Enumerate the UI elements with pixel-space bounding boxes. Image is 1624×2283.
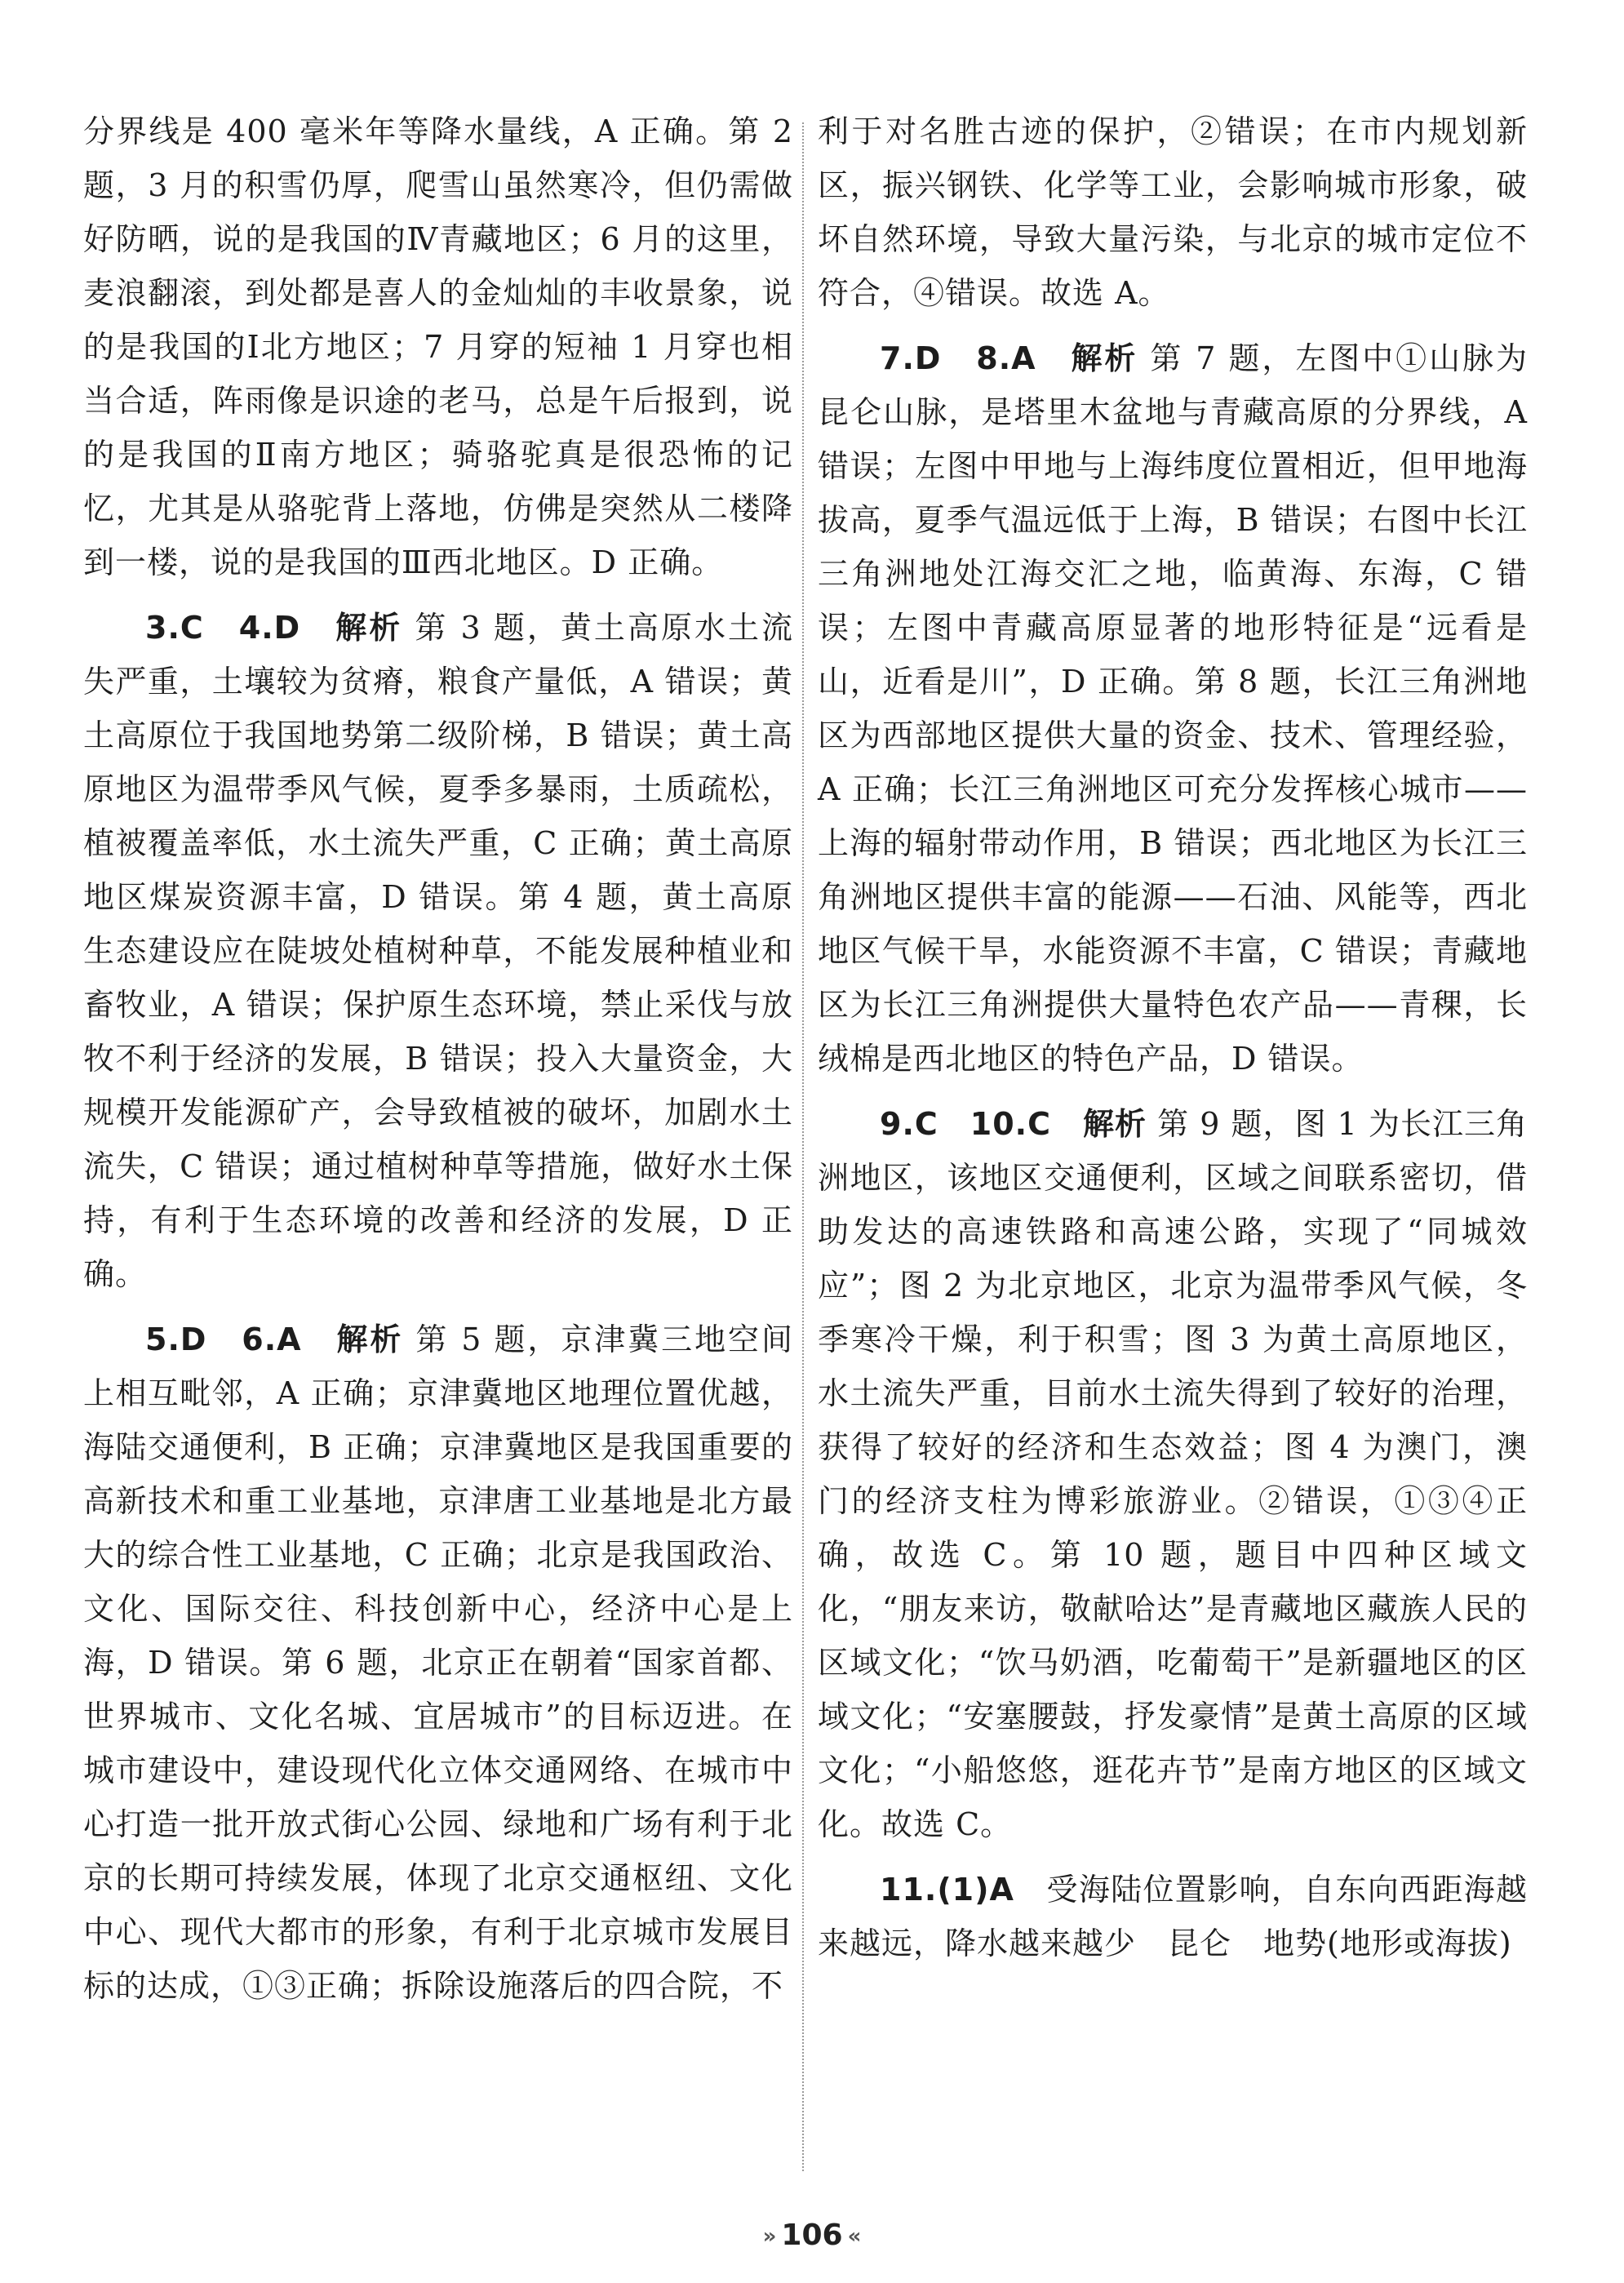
- paragraph-q3-q4: [83, 601, 793, 1301]
- double-chevron-left-icon: «: [847, 2224, 862, 2249]
- page-footer: [0, 2219, 1624, 2252]
- paragraph-q1-q2-continued: 分界线是 400 毫米年等降水量线，A 正确。第 2 题，3 月的积雪仍厚，爬雪山虽然寒冷，但仍需做好防晒，说的是我国的Ⅳ青藏地区；6 月的这里，麦浪翻滚，到处都是喜人的金灿灿的丰收景象，说的是我国的Ⅰ北方地区；7 月穿的短袖 1 月穿也相当合适，阵雨像是识途的老马，总是午后报到，说的是我国的Ⅱ南方地区；骑骆驼真是很恐怖的记忆，尤其是从骆驼背上落地，仿佛是突然从二楼降到一楼，说的是我国的Ⅲ西北地区。D 正确。: [83, 113, 793, 580]
- explanation-q3-q4: 第 3 题，黄土高原水土流失严重，土壤较为贫瘠，粮食产量低，A 错误；黄土高原位于我国地势第二级阶梯，B 错误；黄土高原地区为温带季风气候，夏季多暴雨，土质疏松，植被覆盖率低，水土流失严重，C 正确；黄土高原地区煤炭资源丰富，D 错误。第 4 题，黄土高原生态建设应在陡坡处植树种草，不能发展种植业和畜牧业，A 错误；保护原生态环境，禁止采伐与放牧不利于经济的发展，B 错误；投入大量资金，大规模开发能源矿产，会导致植被的破坏，加剧水土流失，C 错误；通过植树种草等措施，做好水土保持，有利于生态环境的改善和经济的发展，D 正确。: [83, 610, 794, 1292]
- double-chevron-right-icon: »: [762, 2224, 777, 2249]
- paragraph-q7-q8: [818, 331, 1528, 1086]
- page-number: 106: [781, 2219, 843, 2252]
- answer-key-q9-q10: 9.C 10.C 解析: [880, 1106, 1147, 1142]
- answer-key-q3-q4: 3.C 4.D 解析: [145, 610, 403, 646]
- answer-key-q5-q6: 5.D 6.A 解析: [145, 1321, 404, 1357]
- explanation-q9-q10: 第 9 题，图 1 为长江三角洲地区，该地区交通便利，区域之间联系密切，借助发达的高速铁路和高速公路，实现了“同城效应”；图 2 为北京地区，北京为温带季风气候，冬季寒冷干燥，利于积雪；图 3 为黄土高原地区，水土流失严重，目前水土流失得到了较好的治理，获得了较好的经济和生态效益；图 4 为澳门，澳门的经济支柱为博彩旅游业。②错误，①③④正确，故选 C。第 10 题，题目中四种区域文化，“朋友来访，敬献哈达”是青藏地区藏族人民的区域文化；“饮马奶酒，吃葡萄干”是新疆地区的区域文化；“安塞腰鼓，抒发豪情”是黄土高原的区域文化；“小船悠悠，逛花卉节”是南方地区的区域文化。故选 C。: [818, 1106, 1529, 1842]
- paragraph-q5-q6: [83, 1313, 793, 2013]
- paragraph-q6-continued: 利于对名胜古迹的保护，②错误；在市内规划新区，振兴钢铁、化学等工业，会影响城市形象，破坏自然环境，导致大量污染，与北京的城市定位不符合，④错误。故选 A。: [818, 113, 1528, 311]
- explanation-q7-q8: 第 7 题，左图中①山脉为昆仑山脉，是塔里木盆地与青藏高原的分界线，A 错误；左图中甲地与上海纬度位置相近，但甲地海拔高，夏季气温远低于上海，B 错误；右图中长江三角洲地处江海交汇之地，临黄海、东海，C 错误；左图中青藏高原显著的地形特征是“远看是山，近看是川”，D 正确。第 8 题，长江三角洲地区为西部地区提供大量的资金、技术、管理经验，A 正确；长江三角洲地区可充分发挥核心城市——上海的辐射带动作用，B 错误；西北地区为长江三角洲地区提供丰富的能源——石油、风能等，西北地区气候干旱，水能资源不丰富，C 错误；青藏地区为长江三角洲提供大量特色农产品——青稞，长绒棉是西北地区的特色产品，D 错误。: [818, 340, 1528, 1077]
- paragraph-q9-q10: [818, 1097, 1528, 1851]
- column-divider: [802, 122, 804, 2171]
- right-column: [818, 104, 1528, 1982]
- answer-key-q11: 11.(1)A: [880, 1872, 1014, 1908]
- left-column: [83, 104, 793, 2024]
- paragraph-q11: [818, 1863, 1528, 1970]
- explanation-q5-q6: 第 5 题，京津冀三地空间上相互毗邻，A 正确；京津冀地区地理位置优越，海陆交通便利，B 正确；京津冀地区是我国重要的高新技术和重工业基地，京津唐工业基地是北方最大的综合性工业基地，C 正确；北京是我国政治、文化、国际交往、科技创新中心，经济中心是上海，D 错误。第 6 题，北京正在朝着“国家首都、世界城市、文化名城、宜居城市”的目标迈进。在城市建设中，建设现代化立体交通网络、在城市中心打造一批开放式街心公园、绿地和广场有利于北京的长期可持续发展，体现了北京交通枢纽、文化中心、现代大都市的形象，有利于北京城市发展目标的达成，①③正确；拆除设施落后的四合院，不: [83, 1321, 793, 2004]
- explanation-q11: 受海陆位置影响，自东向西距海越来越远，降水越来越少 昆仑 地势(地形或海拔): [818, 1872, 1528, 1961]
- answer-key-q7-q8: 7.D 8.A 解析: [880, 340, 1138, 376]
